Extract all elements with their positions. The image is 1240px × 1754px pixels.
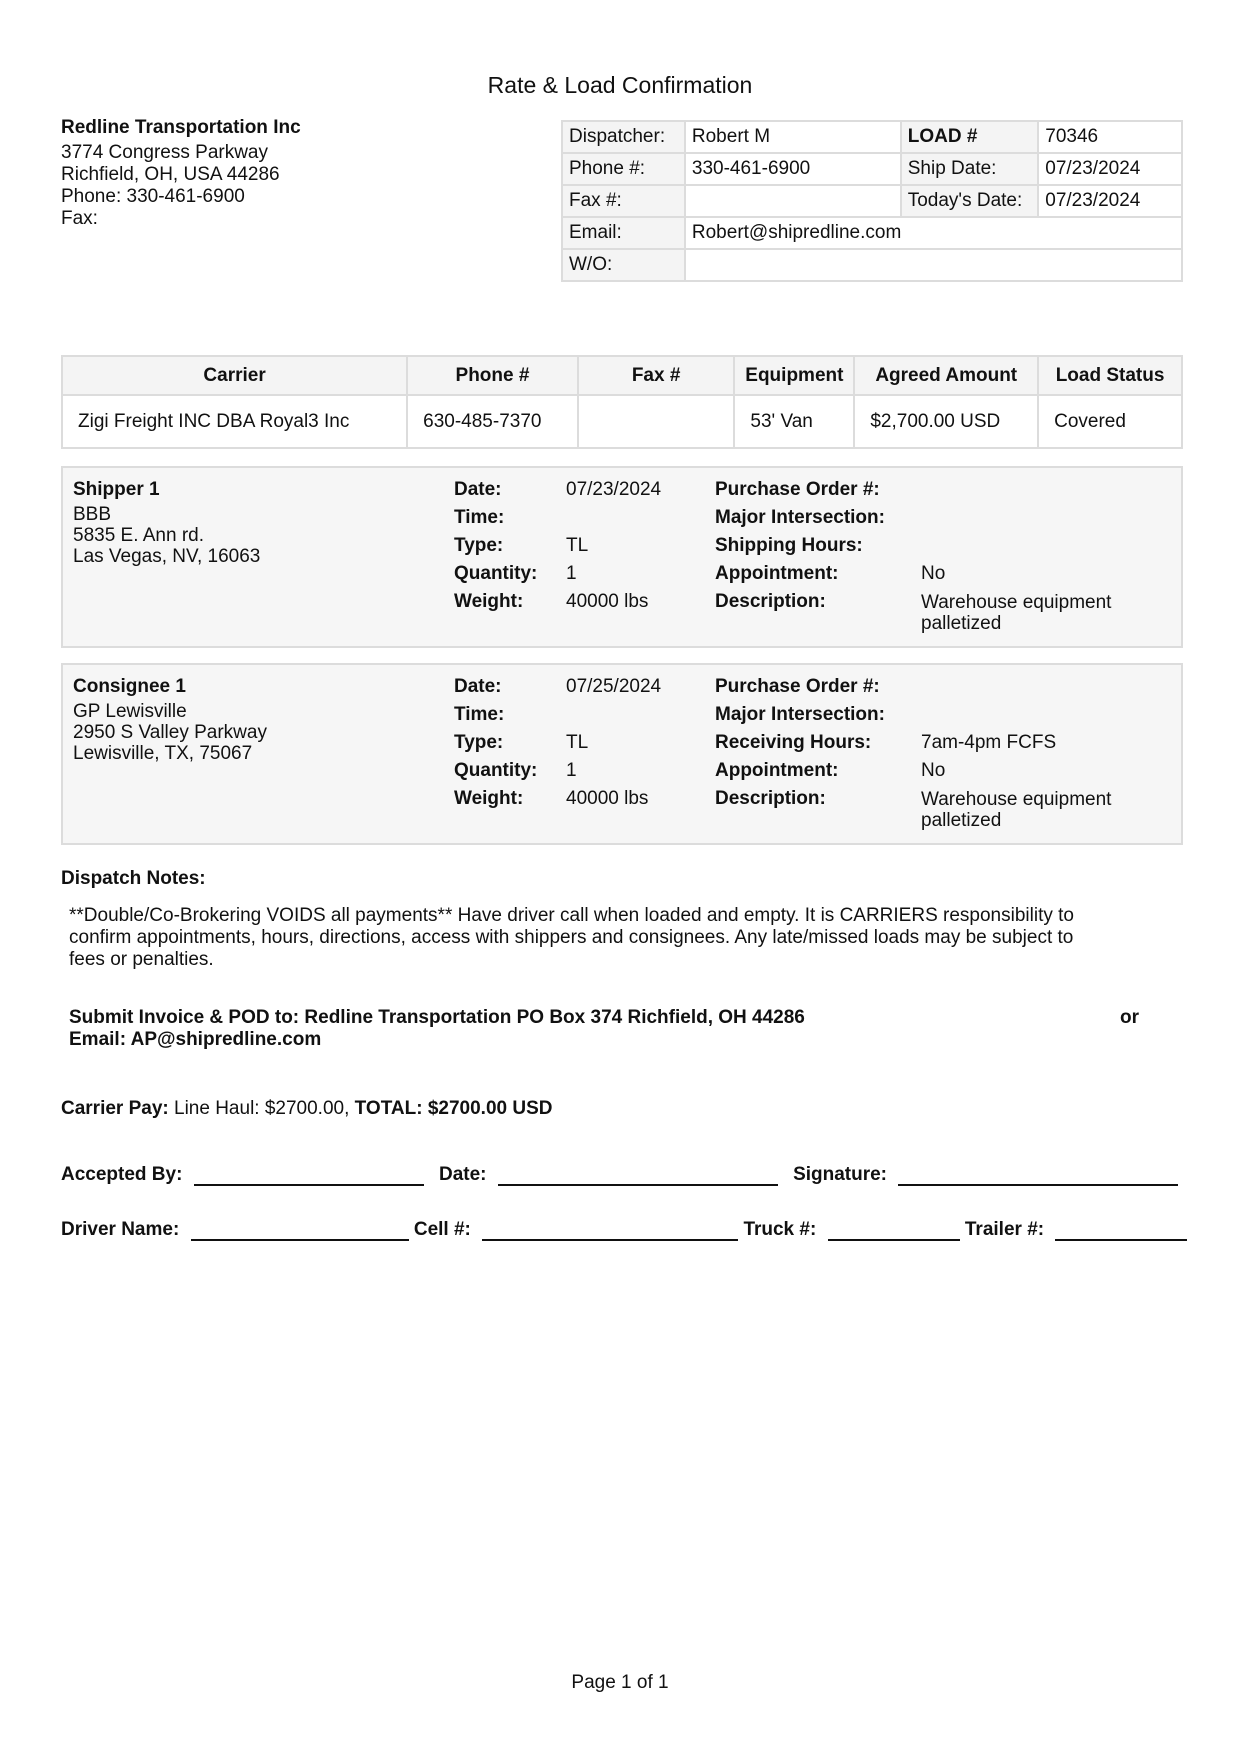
- carrier-name-cell: Zigi Freight INC DBA Royal3 Inc: [62, 395, 407, 448]
- cell-field[interactable]: [482, 1217, 738, 1241]
- shipper-weight: 40000 lbs: [566, 591, 649, 612]
- agreed-amount-header: Agreed Amount: [854, 356, 1038, 395]
- shipper-labels: [454, 476, 537, 616]
- appointment-label: Appointment:: [715, 563, 839, 584]
- consignee-purchase-order: [921, 673, 1111, 701]
- equipment-header: Equipment: [734, 356, 854, 395]
- shipper-purchase-order: [921, 476, 1111, 504]
- shipping-hours-label: Shipping Hours:: [715, 535, 863, 556]
- fax-header: Fax #: [578, 356, 735, 395]
- phone-label: Phone #:: [562, 153, 685, 185]
- consignee-type: TL: [566, 732, 589, 753]
- cell-label: Cell #:: [413, 1219, 471, 1240]
- shipper-labels-right: [715, 476, 885, 616]
- dispatch-notes-line1: **Double/Co-Brokering VOIDS all payments** Have driver call when loaded and empty. It is CARRIERS responsibility to: [69, 905, 1074, 926]
- driver-name-label: Driver Name:: [61, 1219, 180, 1240]
- carrier-phone-cell: 630-485-7370: [407, 395, 578, 448]
- appointment-label: Appointment:: [715, 760, 839, 781]
- receiving-hours-label: Receiving Hours:: [715, 732, 872, 753]
- company-name: Redline Transportation Inc: [61, 117, 301, 138]
- carrier-pay-label: Carrier Pay:: [61, 1098, 169, 1119]
- description-label: Description:: [715, 788, 826, 809]
- shipper-box: [61, 466, 1183, 648]
- acceptance-date-field[interactable]: [498, 1162, 778, 1186]
- accepted-by-label: Accepted By:: [61, 1164, 183, 1185]
- invoice-instructions: [69, 1007, 1139, 1051]
- dispatch-notes-text: [69, 905, 1169, 971]
- quantity-label: Quantity:: [454, 760, 538, 781]
- shipper-values: [566, 476, 661, 616]
- consignee-address-line1: 2950 S Valley Parkway: [73, 722, 267, 743]
- dispatcher-label: Dispatcher:: [562, 121, 685, 153]
- agreed-amount-cell: $2,700.00 USD: [854, 395, 1038, 448]
- date-label: Date:: [454, 676, 502, 697]
- signature-field[interactable]: [898, 1162, 1178, 1186]
- company-address-line1: 3774 Congress Parkway: [61, 142, 268, 163]
- purchase-order-label: Purchase Order #:: [715, 479, 880, 500]
- fax-value: [685, 185, 901, 217]
- table-row: [562, 185, 1182, 217]
- carrier-pay: [61, 1098, 552, 1120]
- dispatch-notes-line2: confirm appointments, hours, directions, access with shippers and consignees. Any late/missed loads may be subject to: [69, 927, 1074, 948]
- company-block: [61, 117, 301, 230]
- table-header-row: [62, 356, 1182, 395]
- signature-label: Signature:: [793, 1164, 888, 1185]
- dispatch-notes-label: Dispatch Notes:: [61, 868, 206, 889]
- dispatcher-value: Robert M: [685, 121, 901, 153]
- load-number-label: LOAD #: [901, 121, 1039, 153]
- shipper-description: [921, 588, 1111, 634]
- carrier-header: Carrier: [62, 356, 407, 395]
- driver-name-field[interactable]: [191, 1217, 409, 1241]
- todays-date-value: 07/23/2024: [1038, 185, 1182, 217]
- shipper-date: 07/23/2024: [566, 479, 662, 500]
- acceptance-row: [61, 1162, 1183, 1186]
- time-label: Time:: [454, 704, 505, 725]
- type-label: Type:: [454, 732, 504, 753]
- consignee-labels-right: [715, 673, 885, 813]
- shipper-address-line2: Las Vegas, NV, 16063: [73, 546, 261, 567]
- shipper-appointment: No: [921, 563, 946, 584]
- weight-label: Weight:: [454, 591, 524, 612]
- consignee-description: [921, 785, 1111, 831]
- load-number-value: 70346: [1038, 121, 1182, 153]
- acceptance-date-label: Date:: [438, 1164, 487, 1185]
- consignee-quantity: 1: [566, 760, 577, 781]
- shipper-title: Shipper 1: [73, 479, 160, 500]
- consignee-labels: [454, 673, 537, 813]
- shipper-address-line1: 5835 E. Ann rd.: [73, 525, 204, 546]
- trailer-label: Trailer #:: [964, 1219, 1045, 1240]
- consignee-hours: 7am-4pm FCFS: [921, 732, 1057, 753]
- shipper-quantity: 1: [566, 563, 577, 584]
- truck-field[interactable]: [828, 1217, 960, 1241]
- weight-label: Weight:: [454, 788, 524, 809]
- load-status-header: Load Status: [1038, 356, 1182, 395]
- consignee-values-right: [921, 673, 1111, 831]
- table-row: [562, 153, 1182, 185]
- shipper-address-block: [73, 476, 260, 567]
- phone-value: 330-461-6900: [685, 153, 901, 185]
- consignee-name: GP Lewisville: [73, 701, 187, 722]
- type-label: Type:: [454, 535, 504, 556]
- shipper-time: [566, 504, 661, 532]
- trailer-field[interactable]: [1055, 1217, 1187, 1241]
- company-address-line2: Richfield, OH, USA 44286: [61, 164, 280, 185]
- carrier-pay-total: TOTAL: $2700.00 USD: [354, 1098, 553, 1119]
- consignee-weight: 40000 lbs: [566, 788, 649, 809]
- shipper-description-line1: Warehouse equipment: [921, 592, 1112, 613]
- page-title: Rate & Load Confirmation: [487, 72, 753, 98]
- time-label: Time:: [454, 507, 505, 528]
- ship-date-label: Ship Date:: [901, 153, 1039, 185]
- table-row: [62, 395, 1182, 448]
- major-intersection-label: Major Intersection:: [715, 704, 885, 725]
- consignee-description-line1: Warehouse equipment: [921, 789, 1112, 810]
- shipper-description-line2: palletized: [921, 613, 1002, 634]
- wo-label: W/O:: [562, 249, 685, 281]
- email-label: Email:: [562, 217, 685, 249]
- equipment-cell: 53' Van: [734, 395, 854, 448]
- email-value: Robert@shipredline.com: [685, 217, 1182, 249]
- company-fax: Fax:: [61, 208, 98, 229]
- page-footer: Page 1 of 1: [571, 1672, 669, 1693]
- carrier-table: [61, 355, 1183, 449]
- consignee-date: 07/25/2024: [566, 676, 662, 697]
- line-haul: Line Haul: $2700.00,: [168, 1098, 355, 1119]
- shipper-name: BBB: [73, 504, 112, 525]
- truck-label: Truck #:: [743, 1219, 817, 1240]
- load-status-cell: Covered: [1038, 395, 1182, 448]
- consignee-values: [566, 673, 661, 813]
- todays-date-label: Today's Date:: [901, 185, 1039, 217]
- company-phone: Phone: 330-461-6900: [61, 186, 245, 207]
- consignee-address-line2: Lewisville, TX, 75067: [73, 743, 253, 764]
- consignee-major-intersection: [921, 701, 1111, 729]
- shipper-major-intersection: [921, 504, 1111, 532]
- consignee-box: [61, 663, 1183, 845]
- description-label: Description:: [715, 591, 826, 612]
- consignee-address-block: [73, 673, 267, 764]
- table-row: [562, 249, 1182, 281]
- ship-date-value: 07/23/2024: [1038, 153, 1182, 185]
- fax-label: Fax #:: [562, 185, 685, 217]
- carrier-fax-cell: [578, 395, 735, 448]
- consignee-title: Consignee 1: [73, 676, 186, 697]
- shipper-hours: [921, 532, 1111, 560]
- table-row: [562, 121, 1182, 153]
- dispatch-info-table: [561, 120, 1183, 282]
- invoice-email: Email: AP@shipredline.com: [69, 1029, 322, 1050]
- quantity-label: Quantity:: [454, 563, 538, 584]
- consignee-time: [566, 701, 661, 729]
- phone-header: Phone #: [407, 356, 578, 395]
- invoice-line1: Submit Invoice & POD to: Redline Transportation PO Box 374 Richfield, OH 44286: [69, 1007, 805, 1028]
- consignee-description-line2: palletized: [921, 810, 1002, 831]
- date-label: Date:: [454, 479, 502, 500]
- dispatch-notes-line3: fees or penalties.: [69, 949, 214, 970]
- major-intersection-label: Major Intersection:: [715, 507, 885, 528]
- wo-value: [685, 249, 1182, 281]
- accepted-by-field[interactable]: [194, 1162, 424, 1186]
- invoice-or: or: [1120, 1007, 1139, 1028]
- shipper-type: TL: [566, 535, 589, 556]
- driver-row: [61, 1217, 1183, 1241]
- consignee-appointment: No: [921, 760, 946, 781]
- purchase-order-label: Purchase Order #:: [715, 676, 880, 697]
- shipper-values-right: [921, 476, 1111, 634]
- table-row: [562, 217, 1182, 249]
